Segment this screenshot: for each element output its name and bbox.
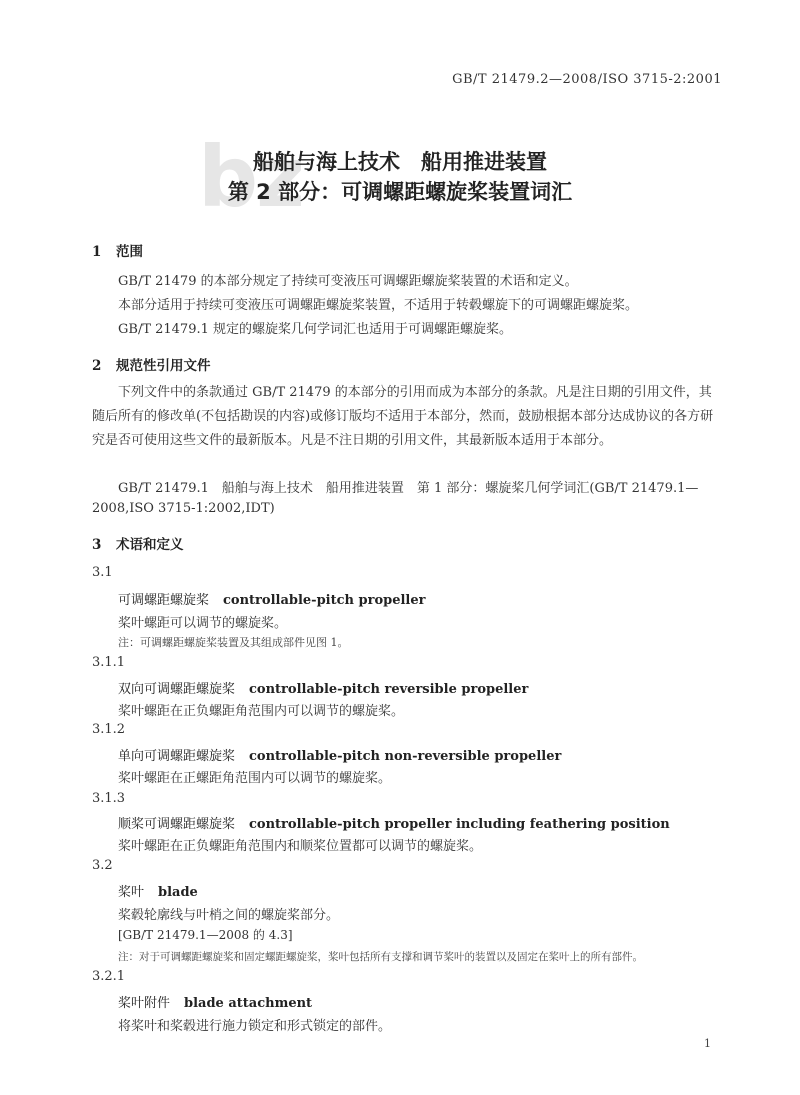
term-note: 注：对于可调螺距螺旋桨和固定螺距螺旋桨，桨叶包括所有支撑和调节桨叶的装置以及固定在桨叶上的所有部件。 (118, 951, 643, 963)
page-number: 1 (704, 1037, 711, 1050)
term-chinese: 桨叶附件 (118, 996, 171, 1011)
section-number: 3 (92, 537, 102, 553)
term-definition: 桨毂轮廓线与叶梢之间的螺旋桨部分。 (118, 908, 340, 923)
term-definition: 将桨叶和桨毂进行施力锁定和形式锁定的部件。 (118, 1019, 392, 1034)
section-number: 1 (92, 244, 102, 260)
term-chinese: 桨叶 (118, 885, 145, 900)
document-title-line2: 第 2 部分：可调螺距螺旋桨装置词汇 (227, 180, 573, 204)
clause-number: 3.1.1 (92, 655, 126, 670)
clause-number: 3.1.3 (92, 791, 126, 806)
term-entry (118, 813, 670, 832)
clause-number: 3.1 (92, 565, 113, 580)
section-heading-normative (92, 354, 211, 374)
section-title: 范围 (116, 244, 143, 260)
term-english: blade (158, 885, 198, 900)
document-title-line1: 船舶与海上技术 船用推进装置 (253, 150, 547, 174)
normative-reference-line2: 2008,ISO 3715-1:2002,IDT) (92, 501, 275, 516)
term-definition: 桨叶螺距在正负螺距角范围内可以调节的螺旋桨。 (118, 704, 405, 719)
term-english: blade attachment (184, 996, 313, 1011)
scope-paragraph-2: 本部分适用于持续可变液压可调螺距螺旋桨装置，不适用于转毂螺旋下的可调螺距螺旋桨。 (118, 298, 639, 313)
clause-number: 3.1.2 (92, 722, 126, 737)
term-definition: 桨叶螺距可以调节的螺旋桨。 (118, 616, 288, 631)
term-note: 注：可调螺距螺旋桨装置及其组成部件见图 1。 (118, 636, 349, 649)
section-title: 规范性引用文件 (116, 358, 211, 374)
term-definition: 桨叶螺距在正负螺距角范围内和顺桨位置都可以调节的螺旋桨。 (118, 839, 483, 854)
term-english: controllable-pitch reversible propeller (249, 682, 529, 697)
term-entry (118, 745, 561, 764)
section-heading-scope (92, 240, 143, 260)
term-chinese: 可调螺距螺旋桨 (118, 593, 210, 608)
normative-reference-line1: GB/T 21479.1 船舶与海上技术 船用推进装置 第 1 部分：螺旋桨几何学词汇(GB/T 21479.1— (118, 481, 699, 496)
clause-number: 3.2.1 (92, 969, 126, 984)
section-number: 2 (92, 358, 102, 374)
standard-code: GB/T 21479.2—2008/ISO 3715-2:2001 (452, 72, 722, 87)
term-english: controllable-pitch propeller (223, 593, 426, 608)
section-title: 术语和定义 (116, 537, 184, 553)
normative-intro: 下列文件中的条款通过 GB/T 21479 的本部分的引用而成为本部分的条款。凡是注日期的引用文件，其随后所有的修改单(不包括勘误的内容)或修订版均不适用于本部分，然而，鼓励根据本部分达成协议的各方研究是否可使用这些文件的最新版本。凡是不注日期的引用文件，其最新版本适用于本部分。 (92, 385, 714, 448)
watermark-logo: bz (198, 128, 304, 226)
clause-number: 3.2 (92, 858, 113, 873)
term-entry (118, 678, 528, 697)
term-entry (118, 992, 312, 1011)
term-source-reference: [GB/T 21479.1—2008 的 4.3] (118, 928, 293, 942)
scope-paragraph-3: GB/T 21479.1 规定的螺旋桨几何学词汇也适用于可调螺距螺旋桨。 (118, 322, 513, 337)
term-entry (118, 589, 425, 608)
term-english: controllable-pitch non-reversible propeller (249, 749, 562, 764)
term-chinese: 单向可调螺距螺旋桨 (118, 749, 236, 764)
term-chinese: 双向可调螺距螺旋桨 (118, 682, 236, 697)
term-definition: 桨叶螺距在正螺距角范围内可以调节的螺旋桨。 (118, 771, 392, 786)
term-english: controllable-pitch propeller including feathering position (249, 817, 670, 832)
term-entry (118, 881, 198, 900)
scope-paragraph-1: GB/T 21479 的本部分规定了持续可变液压可调螺距螺旋桨装置的术语和定义。 (118, 274, 578, 289)
section-heading-terms (92, 533, 184, 553)
term-chinese: 顺桨可调螺距螺旋桨 (118, 817, 236, 832)
